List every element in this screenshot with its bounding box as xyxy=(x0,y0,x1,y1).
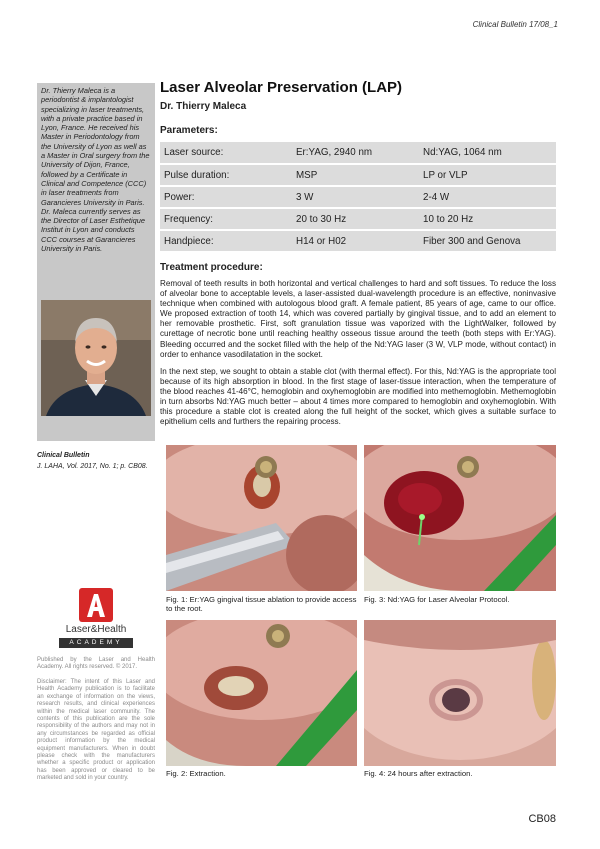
param-erYAG: Er:YAG, 2940 nm xyxy=(292,142,419,164)
figure-2-photo xyxy=(166,620,357,766)
param-label: Power: xyxy=(160,186,292,208)
figure-4-caption: Fig. 4: 24 hours after extraction. xyxy=(364,769,473,778)
param-label: Pulse duration: xyxy=(160,164,292,186)
param-ndYAG: 2-4 W xyxy=(419,186,556,208)
table-row xyxy=(160,230,556,252)
figure-2-caption: Fig. 2: Extraction. xyxy=(166,769,226,778)
author-bio: Dr. Thierry Maleca is a periodontist & implantologist specializing in laser treatments, with a private practice based in Lyon, France. He received his Master in Periodontology from the University of Lyon as well as a Master in Oral surgery from the University of Dijon, France, followed by a Certificate in Clinical and Competence (CCC) in laser treatments from Garancieres University in Paris. Dr. Maleca currently serves as the Director of Laser Esthetique Institut in Lyon and conducts CCC courses at Garancieres University in Paris. xyxy=(41,86,150,254)
logo-name: Laser&Health xyxy=(65,624,127,635)
param-ndYAG: LP or VLP xyxy=(419,164,556,186)
param-erYAG: MSP xyxy=(292,164,419,186)
page-number: CB08 xyxy=(528,813,556,825)
table-row xyxy=(160,186,556,208)
param-ndYAG: Nd:YAG, 1064 nm xyxy=(419,142,556,164)
param-erYAG: 3 W xyxy=(292,186,419,208)
figure-4-photo xyxy=(364,620,556,766)
param-erYAG: H14 or H02 xyxy=(292,230,419,252)
article-author: Dr. Thierry Maleca xyxy=(160,101,247,112)
param-ndYAG: 10 to 20 Hz xyxy=(419,208,556,230)
published-notice: Published by the Laser and Health Academy. All rights reserved. © 2017. xyxy=(37,657,155,671)
table-row xyxy=(160,208,556,230)
table-row xyxy=(160,164,556,186)
param-label: Laser source: xyxy=(160,142,292,164)
param-ndYAG: Fiber 300 and Genova xyxy=(419,230,556,252)
treatment-paragraph-1: Removal of teeth results in both horizontal and vertical challenges to hard and soft tissues. To reduce the loss of alveolar bone to acceptable levels, a laser-assisted dual-wavelength procedure is an effective, noninvasive technique when combined with autologous blood graft. A female patient, 85 years of age, came to our office. We proposed extraction of tooth 14, which was covered partially by gingival tissue, and to add an element to her removable prosthetic. First, soft granulation tissue was vaporized with the LightWalker, followed by curettage of necrotic bone until reaching healthy osseous tissue around the teeth (both steps with Er:YAG). Bleeding occurred and the socket filled with the help of the Nd:YAG laser (3 W, VLP mode, without contact) in order to enhance vasodilatation in the socket. xyxy=(160,279,556,359)
parameters-table xyxy=(160,142,556,253)
treatment-paragraph-2: In the next step, we sought to obtain a stable clot (with thermal effect). For this, Nd:YAG is the appropriate tool because of its high absorption in blood. In the first stage of laser-tissue interaction, when the temperature of the blood reaches 41-46°C, hemoglobin and oxyhemoglobin are modified into methemoglobin. Methemoglobin in turn absorbs Nd:YAG much better – about 4 times more compared to hemoglobin and oxyhemoglobin. With this procedure a stable clot is created along the full height of the socket, which gives a suitable surface to epithelium cells and furthers the repairing process. xyxy=(160,367,556,427)
disclaimer: Disclaimer: The intent of this Laser and Health Academy publication is to facilitate an exchange of information on the views, research results, and clinical experiences within the medical laser community. The contents of this publication are the sole responsibility of the authors and may not in any circumstances be regarded as official product information by the medical equipment manufacturers. When in doubt please check with the manufacturers whether a specific product or application has been approved or cleared to be marketed and sold in your country. xyxy=(37,679,155,782)
red-a-logo-icon xyxy=(79,588,113,622)
param-label: Handpiece: xyxy=(160,230,292,252)
param-label: Frequency: xyxy=(160,208,292,230)
logo-sub: ACADEMY xyxy=(59,638,133,648)
citation: J. LAHA, Vol. 2017, No. 1; p. CB08. xyxy=(37,463,148,470)
author-bio-box xyxy=(37,83,155,441)
clinical-bulletin-label: Clinical Bulletin xyxy=(37,452,90,459)
author-portrait-image xyxy=(41,300,151,416)
author-portrait xyxy=(41,300,151,416)
table-row xyxy=(160,142,556,164)
figure-1-photo xyxy=(166,445,357,591)
treatment-heading: Treatment procedure: xyxy=(160,262,263,273)
parameters-heading: Parameters: xyxy=(160,125,218,136)
laser-health-logo xyxy=(56,588,136,650)
param-erYAG: 20 to 30 Hz xyxy=(292,208,419,230)
figure-1-caption: Fig. 1: Er:YAG gingival tissue ablation to provide access to the root. xyxy=(166,595,357,614)
figure-3-photo xyxy=(364,445,556,591)
bulletin-reference: Clinical Bulletin 17/08_1 xyxy=(472,20,558,29)
figure-3-caption: Fig. 3: Nd:YAG for Laser Alveolar Protocol. xyxy=(364,595,510,604)
article-title: Laser Alveolar Preservation (LAP) xyxy=(160,79,403,96)
